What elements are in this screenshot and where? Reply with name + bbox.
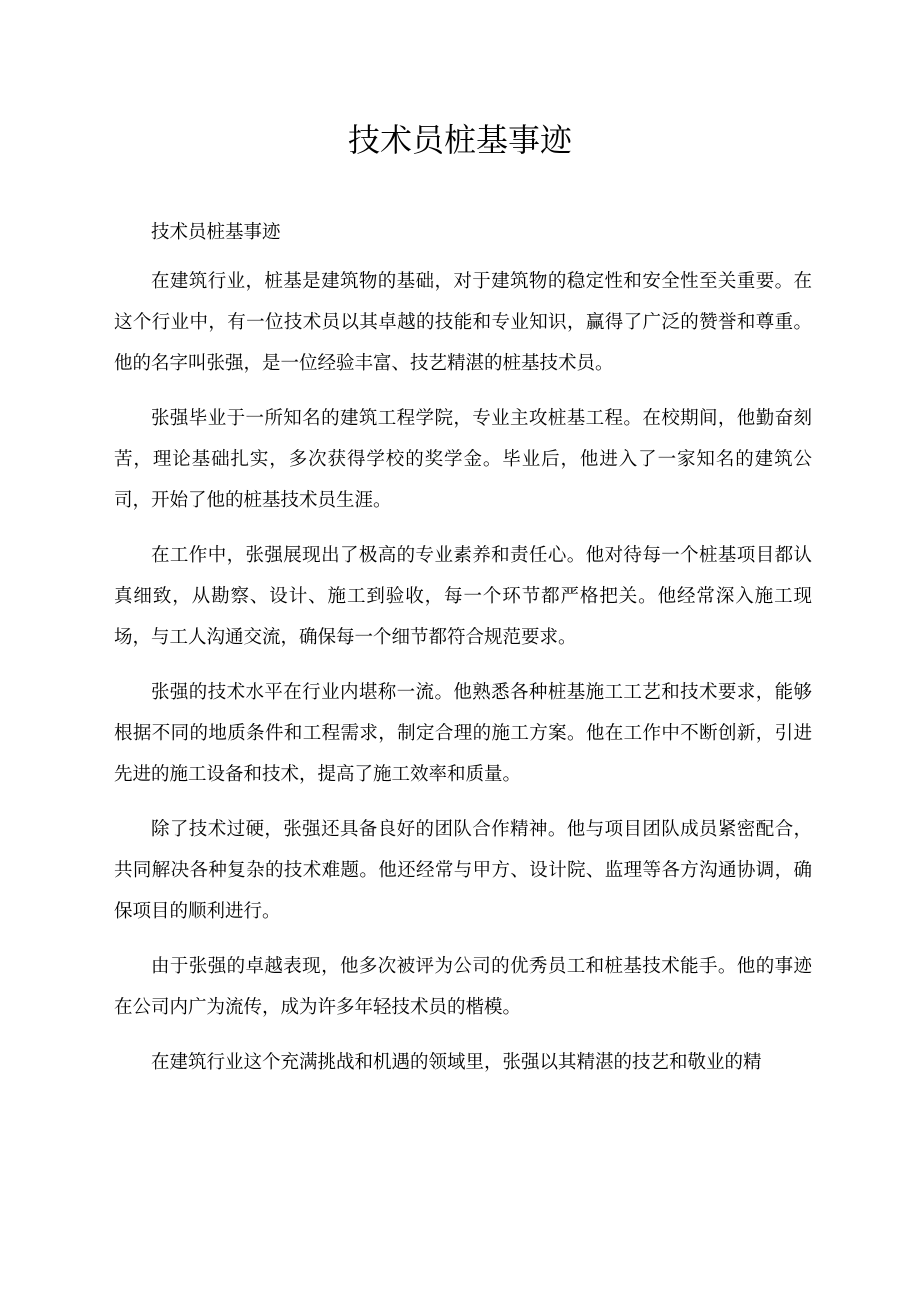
paragraph: 由于张强的卓越表现，他多次被评为公司的优秀员工和桩基技术能手。他的事迹在公司内广为流传，成为许多年轻技术员的楷模。 <box>114 956 812 1018</box>
paragraph: 张强的技术水平在行业内堪称一流。他熟悉各种桩基施工工艺和技术要求，能够根据不同的地质条件和工程需求，制定合理的施工方案。他在工作中不断创新，引进先进的施工设备和技术，提高了施工效率和质量。 <box>114 682 812 785</box>
document-subtitle: 技术员桩基事迹 <box>151 222 281 243</box>
document-body <box>114 212 812 1097</box>
document-title: 技术员桩基事迹 <box>347 121 572 159</box>
paragraph: 张强毕业于一所知名的建筑工程学院，专业主攻桩基工程。在校期间，他勤奋刻苦，理论基础扎实，多次获得学校的奖学金。毕业后，他进入了一家知名的建筑公司，开始了他的桩基技术员生涯。 <box>114 408 812 511</box>
paragraph: 在建筑行业这个充满挑战和机遇的领域里，张强以其精湛的技艺和敬业的精 <box>151 1052 762 1073</box>
paragraph: 在工作中，张强展现出了极高的专业素养和责任心。他对待每一个桩基项目都认真细致，从勘察、设计、施工到验收，每一个环节都严格把关。他经常深入施工现场，与工人沟通交流，确保每一个细节都符合规范要求。 <box>114 545 812 648</box>
paragraph: 除了技术过硬，张强还具备良好的团队合作精神。他与项目团队成员紧密配合，共同解决各种复杂的技术难题。他还经常与甲方、设计院、监理等各方沟通协调，确保项目的顺利进行。 <box>114 819 812 922</box>
paragraph: 在建筑行业，桩基是建筑物的基础，对于建筑物的稳定性和安全性至关重要。在这个行业中，有一位技术员以其卓越的技能和专业知识，赢得了广泛的赞誉和尊重。他的名字叫张强，是一位经验丰富、技艺精湛的桩基技术员。 <box>114 271 812 374</box>
